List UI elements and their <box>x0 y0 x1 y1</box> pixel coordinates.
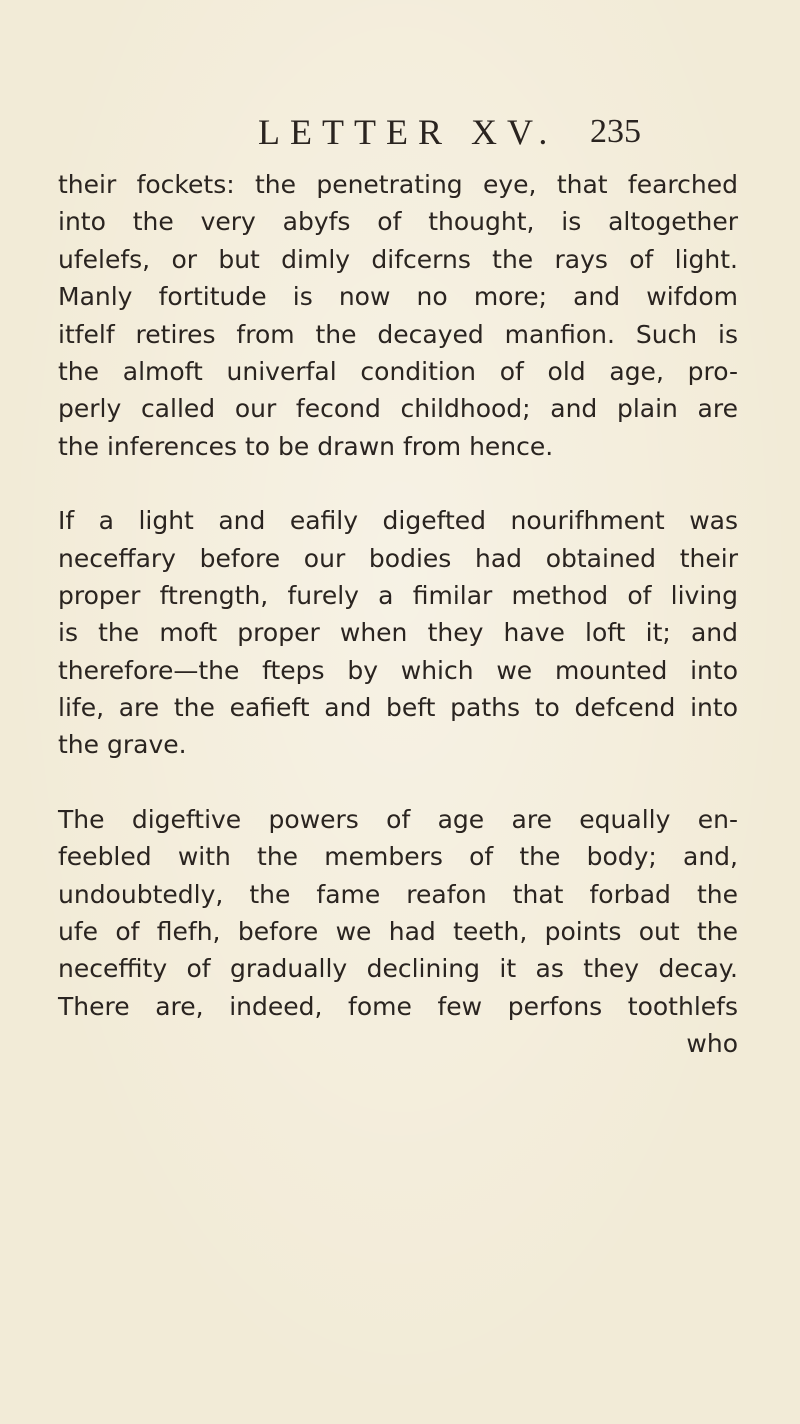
page-number: 235 <box>590 113 641 150</box>
text-line: perly called our fecond childhood; and plain are <box>58 394 738 424</box>
paragraph-1 <box>58 166 738 465</box>
text-line: proper ftrength, furely a fimilar method of living <box>58 580 738 610</box>
text-line: the grave. <box>58 730 187 760</box>
text-line: ufelefs, or but dimly difcerns the rays of light. <box>58 244 738 274</box>
text-line: therefore—the fteps by which we mounted into <box>58 655 738 685</box>
text-line: neceffary before our bodies had obtained their <box>58 543 738 573</box>
text-line: into the very abyfs of thought, is altogether <box>58 207 738 237</box>
text-line: life, are the eafieft and beft paths to defcend into <box>58 693 738 723</box>
text-line: The digeftive powers of age are equally en- <box>58 804 738 834</box>
text-line: itfelf retires from the decayed manfion. Such is <box>58 319 738 349</box>
text-line: their fockets: the penetrating eye, that fearched <box>58 170 738 199</box>
running-title: LETTER XV. <box>258 112 558 152</box>
text-line: feebled with the members of the body; and, <box>58 842 738 872</box>
text-line: the inferences to be drawn from hence. <box>58 431 554 461</box>
text-line: undoubtedly, the fame reafon that forbad the <box>58 879 738 909</box>
text-line: Manly fortitude is now no more; and wifdom <box>58 282 738 312</box>
text-line: If a light and eafily digefted nourifhment was <box>58 506 738 536</box>
catchword: who <box>686 1029 738 1059</box>
text-line: neceffity of gradually declining it as they decay. <box>58 954 738 984</box>
running-head <box>0 112 800 152</box>
paragraph-2 <box>58 502 738 764</box>
paragraph-3 <box>58 801 738 1025</box>
text-line: There are, indeed, fome few perfons toothlefs <box>58 991 738 1021</box>
text-line: is the moft proper when they have loft it; and <box>58 618 738 648</box>
text-line: ufe of flefh, before we had teeth, points out the <box>58 917 738 947</box>
text-line: the almoft univerfal condition of old age, pro- <box>58 356 738 386</box>
body-text <box>58 166 738 1063</box>
